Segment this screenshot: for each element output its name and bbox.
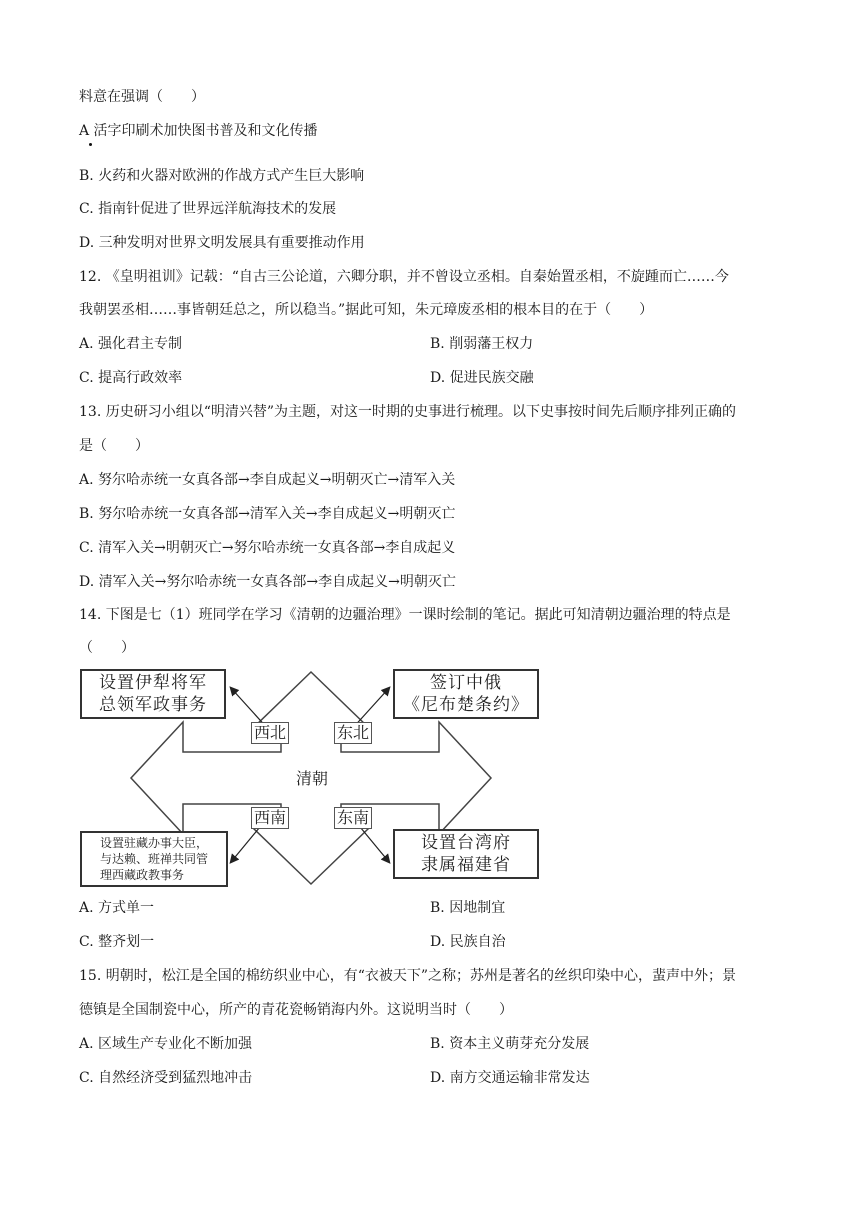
- q13-option-a: A. 努尔哈赤统一女真各部→李自成起义→明朝灭亡→清军入关: [79, 472, 456, 488]
- q11-option-b: B. 火药和火器对欧洲的作战方式产生巨大影响: [79, 168, 365, 184]
- q15-option-a: A. 区域生产专业化不断加强: [79, 1036, 253, 1052]
- q12-option-d: D. 促进民族交融: [430, 370, 534, 386]
- box-northeast: [393, 669, 539, 719]
- dot-mark: [89, 143, 92, 146]
- label-southeast: 东南: [334, 807, 372, 829]
- q14-stem-line1: 14. 下图是七（1）班同学在学习《清朝的边疆治理》一课时绘制的笔记。据此可知清朝边疆治理的特点是: [79, 607, 731, 623]
- label-southwest: 西南: [251, 807, 289, 829]
- label-northeast: 东北: [334, 722, 372, 744]
- box-southwest: [80, 831, 228, 887]
- border-governance-diagram: [79, 666, 541, 888]
- q12-option-b: B. 削弱藩王权力: [430, 336, 534, 352]
- q14-option-c: C. 整齐划一: [79, 934, 155, 950]
- q11-option-a: A 活字印刷术加快图书普及和文化传播: [79, 123, 318, 139]
- label-center: 清朝: [296, 769, 329, 788]
- q14-option-a: A. 方式单一: [79, 900, 155, 916]
- q13-stem-line2: 是（ ）: [79, 438, 149, 454]
- box-southwest-text: 设置驻藏办事大臣， 与达赖、班禅共同管 理西藏政教事务: [99, 836, 208, 882]
- q15-option-c: C. 自然经济受到猛烈地冲击: [79, 1070, 253, 1086]
- q15-stem-line1: 15. 明朝时，松江是全国的棉纺织业中心，有“衣被天下”之称；苏州是著名的丝织印染中心，蜚声中外；景: [79, 968, 737, 984]
- q12-option-a: A. 强化君主专制: [79, 336, 183, 352]
- box-northwest: [80, 669, 226, 719]
- q11-option-c: C. 指南针促进了世界远洋航海技术的发展: [79, 201, 337, 217]
- label-northwest: 西北: [251, 722, 289, 744]
- q14-option-d: D. 民族自治: [430, 934, 506, 950]
- q14-option-b: B. 因地制宜: [430, 900, 506, 916]
- q11-stem-tail: 料意在强调（ ）: [79, 89, 205, 105]
- q13-option-c: C. 清军入关→明朝灭亡→努尔哈赤统一女真各部→李自成起义: [79, 540, 456, 556]
- box-southeast: [393, 829, 539, 879]
- q13-option-d: D. 清军入关→努尔哈赤统一女真各部→李自成起义→明朝灭亡: [79, 574, 456, 590]
- q13-stem-line1: 13. 历史研习小组以“明清兴替”为主题，对这一时期的史事进行梳理。以下史事按时间先后顺序排列正确的: [79, 404, 737, 420]
- q14-stem-line2: （ ）: [79, 640, 135, 656]
- box-northwest-text: 设置伊犁将军 总领军政事务: [99, 673, 207, 715]
- box-northeast-text: 签订中俄 《尼布楚条约》: [403, 673, 529, 715]
- box-southeast-text: 设置台湾府 隶属福建省: [421, 833, 511, 875]
- q13-option-b: B. 努尔哈赤统一女真各部→清军入关→李自成起义→明朝灭亡: [79, 506, 456, 522]
- q12-stem-line2: 我朝罢丞相……事皆朝廷总之，所以稳当。”据此可知，朱元璋废丞相的根本目的在于（ ）: [79, 302, 654, 318]
- q12-option-c: C. 提高行政效率: [79, 370, 183, 386]
- q15-option-b: B. 资本主义萌芽充分发展: [430, 1036, 590, 1052]
- q15-option-d: D. 南方交通运输非常发达: [430, 1070, 590, 1086]
- q15-stem-line2: 德镇是全国制瓷中心，所产的青花瓷畅销海内外。这说明当时（ ）: [79, 1002, 513, 1018]
- q12-stem-line1: 12. 《皇明祖训》记载：“自古三公论道，六卿分职，并不曾设立丞相。自秦始置丞相，不旋踵而亡……今: [79, 269, 729, 285]
- q11-option-d: D. 三种发明对世界文明发展具有重要推动作用: [79, 235, 365, 251]
